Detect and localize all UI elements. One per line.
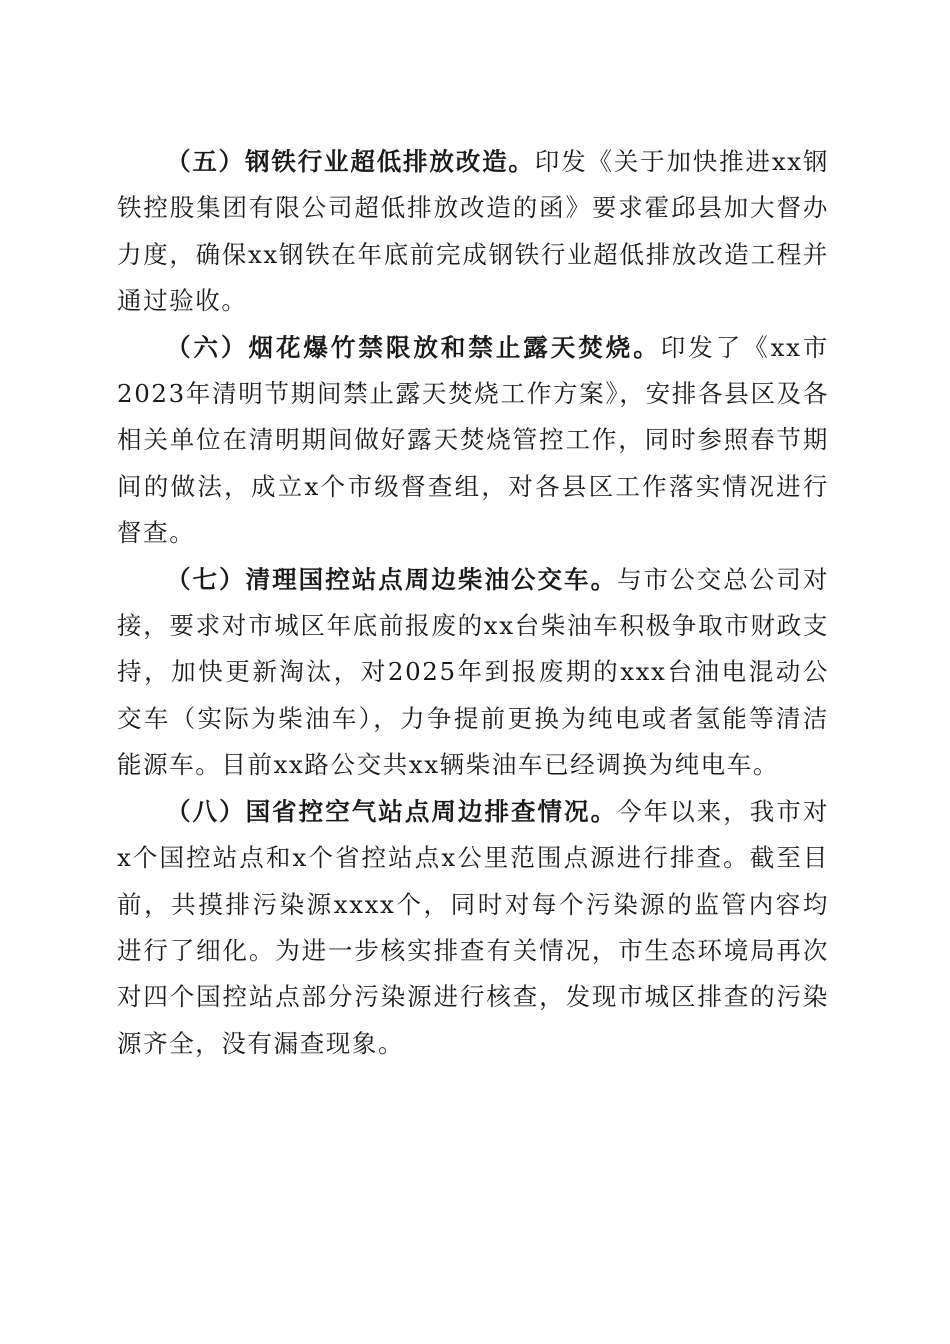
paragraph-fireworks-burning-ban (117, 325, 829, 557)
paragraph-heading: （七）清理国控站点周边柴油公交车。 (166, 564, 618, 594)
paragraph-text: 印发《关于加快推进xx钢铁控股集团有限公司超低排放改造的函》要求霍邱县加大督办力度，确保xx钢铁在年底前完成钢铁行业超低排放改造工程并通过验收。 (117, 147, 829, 316)
paragraph-steel-ultra-low-emission (117, 139, 829, 325)
paragraph-text: 印发了《xx市2023年清明节期间禁止露天焚烧工作方案》，安排各县区及各相关单位在清明期间做好露天焚烧管控工作，同时参照春节期间的做法，成立x个市级督查组，对各县区工作落实情况进行督查。 (117, 332, 829, 548)
document-body (117, 139, 829, 1067)
paragraph-heading: （六）烟花爆竹禁限放和禁止露天焚烧。 (166, 332, 661, 362)
paragraph-heading: （五）钢铁行业超低排放改造。 (166, 147, 535, 176)
paragraph-text: 与市公交总公司对接，要求对市城区年底前报废的xx台柴油车积极争取市财政支持，加快更新淘汰，对2025年到报废期的xxx台油电混动公交车（实际为柴油车），力争提前更换为纯电或者氢能等清洁能源车。目前xx路公交共xx辆柴油车已经调换为纯电车。 (117, 564, 829, 780)
paragraph-text: 今年以来，我市对x个国控站点和x个省控站点x公里范围点源进行排查。截至目前，共摸排污染源xxxx个，同时对每个污染源的监管内容均进行了细化。为进一步核实排查有关情况，市生态环境局再次对四个国控站点部分污染源进行核查，发现市城区排查的污染源齐全，没有漏查现象。 (117, 796, 829, 1058)
paragraph-heading: （八）国省控空气站点周边排查情况。 (166, 796, 618, 826)
paragraph-air-station-survey (117, 789, 829, 1067)
paragraph-diesel-buses (117, 557, 829, 789)
